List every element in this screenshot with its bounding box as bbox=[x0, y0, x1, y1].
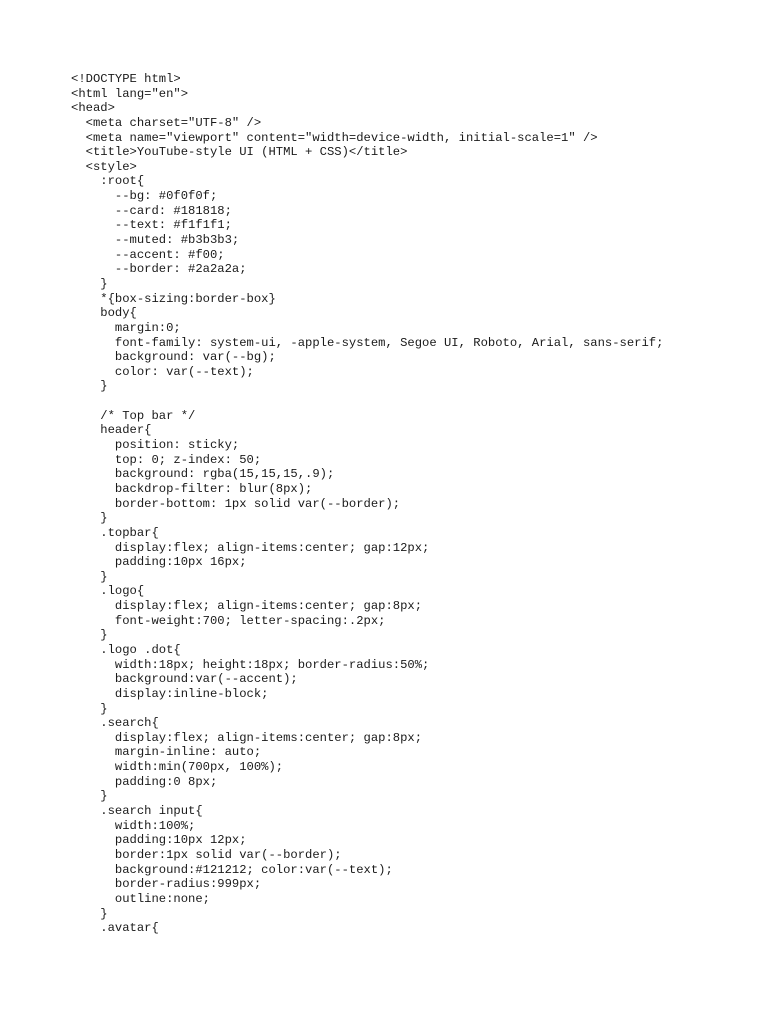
code-line: :root{ bbox=[71, 174, 145, 189]
code-line: position: sticky; bbox=[71, 438, 240, 453]
code-line: } bbox=[71, 628, 108, 643]
code-line: border-radius:999px; bbox=[71, 877, 262, 892]
code-line: padding:10px 12px; bbox=[71, 833, 247, 848]
code-line: .avatar{ bbox=[71, 921, 159, 936]
code-line: font-family: system-ui, -apple-system, Segoe UI, Roboto, Arial, sans-serif; bbox=[71, 335, 664, 350]
code-line: border-bottom: 1px solid var(--border); bbox=[71, 496, 401, 511]
code-line: } bbox=[71, 906, 108, 921]
code-line: .search{ bbox=[71, 716, 159, 731]
code-line bbox=[71, 394, 663, 409]
code-line: header{ bbox=[71, 423, 152, 438]
code-line: padding:0 8px; bbox=[71, 774, 218, 789]
code-line: backdrop-filter: blur(8px); bbox=[71, 481, 313, 496]
code-line: width:100%; bbox=[71, 818, 196, 833]
code-line: body{ bbox=[71, 306, 137, 321]
code-line: <meta name="viewport" content="width=device-width, initial-scale=1" /> bbox=[71, 130, 598, 145]
code-line: .logo{ bbox=[71, 584, 145, 599]
code-listing bbox=[71, 72, 663, 936]
code-line: display:flex; align-items:center; gap:8px; bbox=[71, 599, 423, 614]
code-line: background: rgba(15,15,15,.9); bbox=[71, 467, 335, 482]
code-line: <!DOCTYPE html> bbox=[71, 72, 181, 86]
code-line: display:inline-block; bbox=[71, 686, 269, 701]
code-line: --border: #2a2a2a; bbox=[71, 262, 247, 277]
code-line: display:flex; align-items:center; gap:8px; bbox=[71, 730, 423, 745]
code-line: .topbar{ bbox=[71, 525, 159, 540]
code-line: /* Top bar */ bbox=[71, 408, 196, 423]
code-line: top: 0; z-index: 50; bbox=[71, 452, 262, 467]
code-line: } bbox=[71, 511, 108, 526]
code-line: } bbox=[71, 789, 108, 804]
code-line: --muted: #b3b3b3; bbox=[71, 233, 240, 248]
code-line: --accent: #f00; bbox=[71, 247, 225, 262]
code-line: display:flex; align-items:center; gap:12px; bbox=[71, 540, 430, 555]
code-line: width:min(700px, 100%); bbox=[71, 760, 284, 775]
code-line: .logo .dot{ bbox=[71, 642, 181, 657]
code-line: } bbox=[71, 701, 108, 716]
code-line: color: var(--text); bbox=[71, 364, 254, 379]
code-line: border:1px solid var(--border); bbox=[71, 847, 342, 862]
code-line: } bbox=[71, 379, 108, 394]
code-line: outline:none; bbox=[71, 891, 210, 906]
code-line: background:#121212; color:var(--text); bbox=[71, 862, 393, 877]
code-line: background:var(--accent); bbox=[71, 672, 298, 687]
code-line: <style> bbox=[71, 159, 137, 174]
code-line: --bg: #0f0f0f; bbox=[71, 189, 218, 204]
code-line: } bbox=[71, 276, 108, 291]
code-line: <html lang="en"> bbox=[71, 86, 189, 101]
code-line: margin-inline: auto; bbox=[71, 745, 262, 760]
code-line: .search input{ bbox=[71, 804, 203, 819]
code-line: <meta charset="UTF-8" /> bbox=[71, 115, 262, 130]
code-line: padding:10px 16px; bbox=[71, 555, 247, 570]
code-line: font-weight:700; letter-spacing:.2px; bbox=[71, 613, 386, 628]
code-line: } bbox=[71, 569, 108, 584]
code-line: <title>YouTube-style UI (HTML + CSS)</title> bbox=[71, 145, 408, 160]
code-line: background: var(--bg); bbox=[71, 350, 276, 365]
code-line: --text: #f1f1f1; bbox=[71, 218, 232, 233]
code-line: *{box-sizing:border-box} bbox=[71, 291, 276, 306]
code-line: <head> bbox=[71, 101, 115, 116]
code-line: --card: #181818; bbox=[71, 203, 232, 218]
code-line: width:18px; height:18px; border-radius:50%; bbox=[71, 657, 430, 672]
code-line: margin:0; bbox=[71, 320, 181, 335]
